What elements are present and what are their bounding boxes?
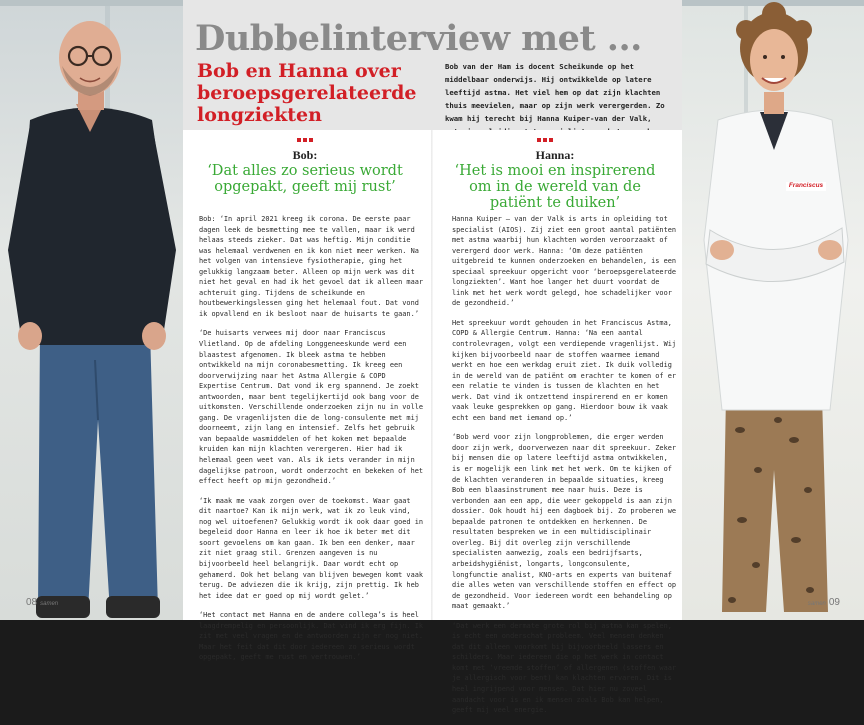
page-title: Dubbelinterview met ... [195,18,642,59]
paragraph: Bob: ‘In april 2021 kreeg ik corona. De eerste paar dagen leek de besmetting mee te vallen, maar ik werd helaas steeds zieker. Dat was heftig. Mijn conditie was helemaal verdwenen en ik kon niet meer werken. Na het volgen van intensieve fysiotherapie, ging het gelukkig langzaam beter. Alleen op mijn werk was dit niet het geval en had ik het gevoel dat ik alleen maar achteruit ging. Tijdens de scheikunde en houtbewerkingslessen ging het helemaal fout. Dat vond ik opvallend en ik besloot naar de huisarts te gaan.’ [199,215,424,318]
coat-logo: Franciscus [788,182,824,189]
folio-magazine-name: samen [40,601,59,607]
paragraph: Hanna Kuiper – van der Valk is arts in opleiding tot specialist (AIOS). Zij ziet een groot aantal patiënten met astma waarbij hun klachten worden veroorzaakt of verergerd door werk. Hanna: ‘Om deze patiënten uitgebreid te kunnen onderzoeken en behandelen, is een speciaal spreekuur opgericht voor ‘beroepsgerelateerde longziekten’. Want hoe langer het duurt voordat de link met het werk wordt gelegd, hoe schadelijker voor de gezondheid.’ [452,215,677,308]
pull-quote-hanna: ‘Het is mooi en inspirerend om in de wereld van de patiënt te duiken’ [454,163,656,211]
paragraph: ‘De huisarts verwees mij door naar Franciscus Vlietland. Op de afdeling Longgeneeskunde werd een blaastest afgenomen. Ik bleek astma te hebben ontwikkeld na mijn coronabesmetting. Ik kreeg een doorverwijzing naar het Astma Allergie & COPD Expertise Centrum. Dat vond ik erg spannend. Je zoekt antwoorden, maar bent tegelijkertijd ook bang voor de uitkomsten. Verschillende onderzoeken zijn nu in volle gang. De vragenlijsten die de long-consulente met mij doorneemt, zijn lang en intensief. Zelfs het gebruik van bepaalde wasmiddelen of het koken met bepaalde kruiden kan mijn klachten verergeren. Hier had ik helemaal geen weet van. Als ik iets verander in mijn dagelijkse patroon, wordt onderzocht en bekeken of het effect heeft op mijn gezondheid.’ [199,329,424,486]
page-number-right [805,597,840,608]
folio-magazine-name: samen [807,601,826,607]
speaker-label-hanna: Hanna: [535,148,575,162]
decorative-squares [297,138,313,142]
page-gutter [431,130,433,620]
page-number-left [26,597,61,608]
paragraph: Het spreekuur wordt gehouden in het Franciscus Astma, COPD & Allergie Centrum. Hanna: ‘Na een aantal controlevragen, volgt een verdiepende vragenlijst. Wij kijken bijvoorbeeld naar de stoffen waarmee iemand werkt en hoe een werkdag eruit ziet. Ik duik volledig in de wereld van de patiënt om erachter te komen of er een relatie te vinden is tussen de klachten en het werk. Dat vind ik ontzettend inspirerend en er komen vaak leuke gesprekken op gang. Hierdoor bouw ik vaak echt een band met iemand op.’ [452,318,677,422]
decorative-squares [537,138,553,142]
pull-quote-bob: ‘Dat alles zo serieus wordt opgepakt, geeft mij rust’ [207,163,403,195]
folio-number: 09 [828,597,840,608]
article-subtitle: Bob en Hanna over beroepsgerelateerde longziekten [197,60,417,126]
paragraph: ‘Het contact met Hanna en de andere collega’s is heel laagdrempelig en persoonlijk. Dat vind ik erg fijn. Ik zit met veel vragen en de antwoorden zijn er nog niet. Maar het feit dat dit door iedereen zo serieus wordt opgepakt, geeft me rust en vertrouwen.’ [199,611,424,662]
speaker-label-bob: Bob: [292,148,318,162]
portrait-hanna [682,0,864,620]
portrait-bob [0,0,183,620]
folio-number: 08 [26,597,38,608]
paragraph: ‘Bob werd voor zijn longproblemen, die erger werden door zijn werk, doorverwezen naar dit spreekuur. Zeker bij mensen die op latere leeftijd astma ontwikkelen, is er mogelijk een link met het werk. Om te kijken of de klachten veranderen in bepaalde situaties, kreeg Bob een blaasinstrument mee naar huis. Deze is verbonden aan een app, die weer gekoppeld is aan zijn dossier. Ook houdt hij een dagboek bij. Zo proberen we bepaalde patronen te ontdekken en herkennen. De resultaten bespreken we in een multidisciplinair overleg. Bij dit overleg zijn verschillende specialisten aanwezig, zoals een bedrijfsarts, arbeidshygiënist, longarts, longconsulente, longfunctie analist, KNO-arts en experts van buitenaf die alles weten van verschillende stoffen en effect op de gezondheid. Voor iedereen wordt een behandeling op maat gemaakt.’ [452,433,677,611]
body-column-bob [199,214,425,672]
paragraph: ‘Ik maak me vaak zorgen over de toekomst. Waar gaat dit naartoe? Kan ik mijn werk, wat ik zo leuk vind, nog wel uitoefenen? Gelukkig wordt ik ook daar goed in begeleid door Hanna en leer ik hoe ik beter met dit soort gevoelens om kan gaan. Ik ben een denker, maar zit niet graag stil. Grenzen aangeven is nu bijvoorbeeld heel belangrijk. Daar wordt echt op gehamerd. Ook het belang van blijven bewegen komt vaak terug. De adviezen die ik krijg, zijn prettig. Ik heb het idee dat er goed op mij wordt gelet.’ [199,496,424,600]
bob-figure [0,0,183,620]
intro-paragraph: Bob van der Ham is docent Scheikunde op het middelbaar onderwijs. Hij ontwikkelde op latere leeftijd astma. Het viel hem op dat zijn klachten thuis meevielen, maar op zijn werk verergerden. Zo kwam hij terecht bij Hanna Kuiper-van der Valk, [445,62,665,123]
paragraph: ‘Dat werk een dermate grote rol bij astma kan spelen, is echt een onderschat probleem. Veel mensen denken dat dit alleen voorkomt bij bijvoorbeeld lassers en schilders. Maar iedereen die op het werk in contact komt met ‘vreemde stoffen’ of allergenen (stoffen waar je allergisch voor bent) kan klachten ervaren. Dit is heel ingrijpend voor mensen. Dat hier nu zoveel aandacht voor is en ik mensen zoals Bob kan helpen, geeft mij veel energie. [452,621,677,715]
body-column-hanna [452,214,677,725]
hanna-figure [682,0,864,620]
